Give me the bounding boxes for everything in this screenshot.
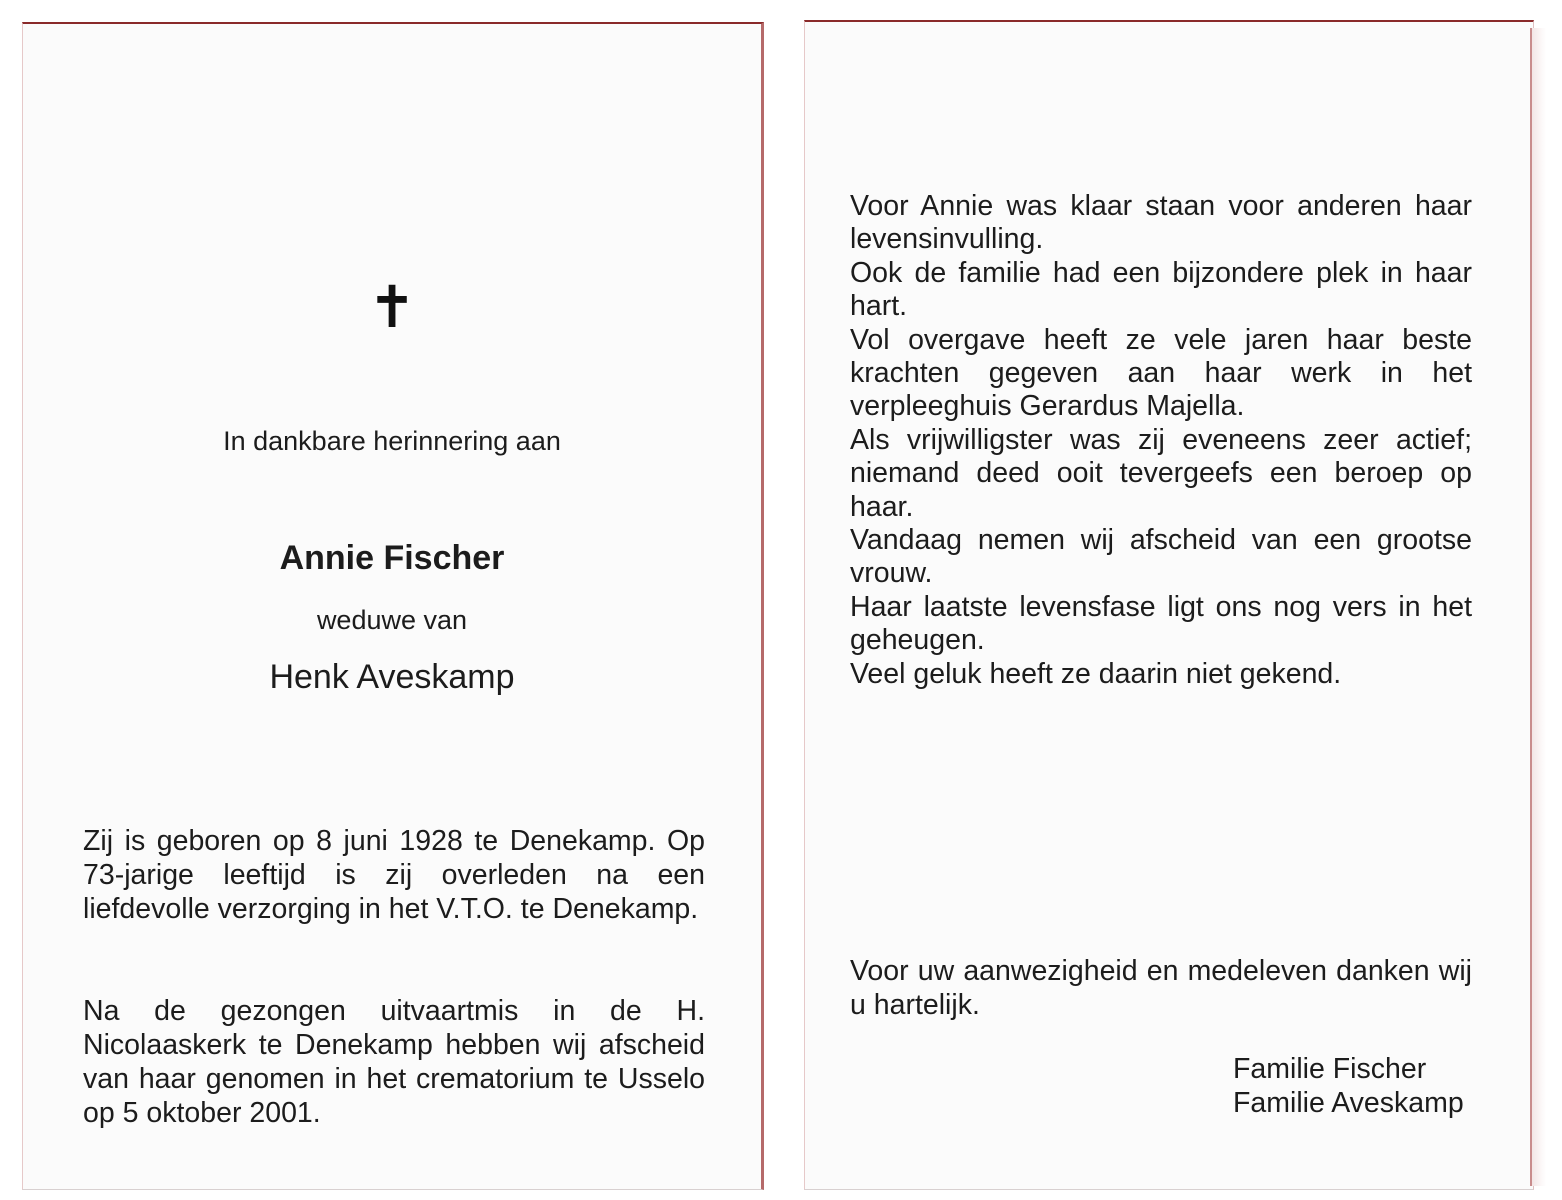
tribute-sentence: Ook de familie had een bijzondere plek in haar hart.: [850, 256, 1472, 323]
tribute-sentence: Veel geluk heeft ze daarin niet gekend.: [850, 657, 1342, 690]
memorial-card-back: [804, 20, 1534, 1190]
tribute-sentence: Vol overgave heeft ze vele jaren haar beste krachten gegeven aan haar werk in het verpleeghuis Gerardus Majella.: [850, 323, 1472, 423]
funeral-paragraph: Na de gezongen uitvaartmis in de H. Nicolaaskerk te Denekamp hebben wij afscheid van haar genomen in het crematorium te Usselo op 5 oktober 2001.: [83, 995, 705, 1129]
thanks-text: Voor uw aanwezigheid en medeleven danken wij u hartelijk.: [850, 955, 1472, 1021]
tribute-sentence: Als vrijwilligster was zij eveneens zeer actief; niemand deed ooit tevergeefs een beroep op haar.: [850, 423, 1472, 523]
spouse-name: Henk Aveskamp: [269, 658, 515, 696]
tribute-sentence: Vandaag nemen wij afscheid van een grootse vrouw.: [850, 524, 1472, 590]
family-signatures: [1233, 1052, 1464, 1120]
relation-text: weduwe van: [316, 605, 468, 635]
life-paragraph: Zij is geboren op 8 juni 1928 te Denekamp. Op 73-jarige leeftijd is zij overleden na een liefdevolle verzorging in het V.T.O. te Denekamp.: [83, 825, 705, 925]
tribute-sentence: Voor Annie was klaar staan voor anderen haar levensinvulling.: [850, 190, 1472, 256]
signature-line: Familie Fischer: [1233, 1053, 1427, 1085]
signature-line: Familie Aveskamp: [1233, 1087, 1464, 1119]
deceased-name: Annie Fischer: [279, 539, 505, 577]
tribute-text: [850, 190, 1472, 691]
memorial-card-front: [22, 22, 764, 1190]
card-fold-edge: [1530, 28, 1546, 1186]
cross-icon: ✝: [367, 275, 417, 340]
intro-text: In dankbare herinnering aan: [223, 426, 561, 456]
tribute-sentence: Haar laatste levensfase ligt ons nog vers in het geheugen.: [850, 590, 1472, 657]
